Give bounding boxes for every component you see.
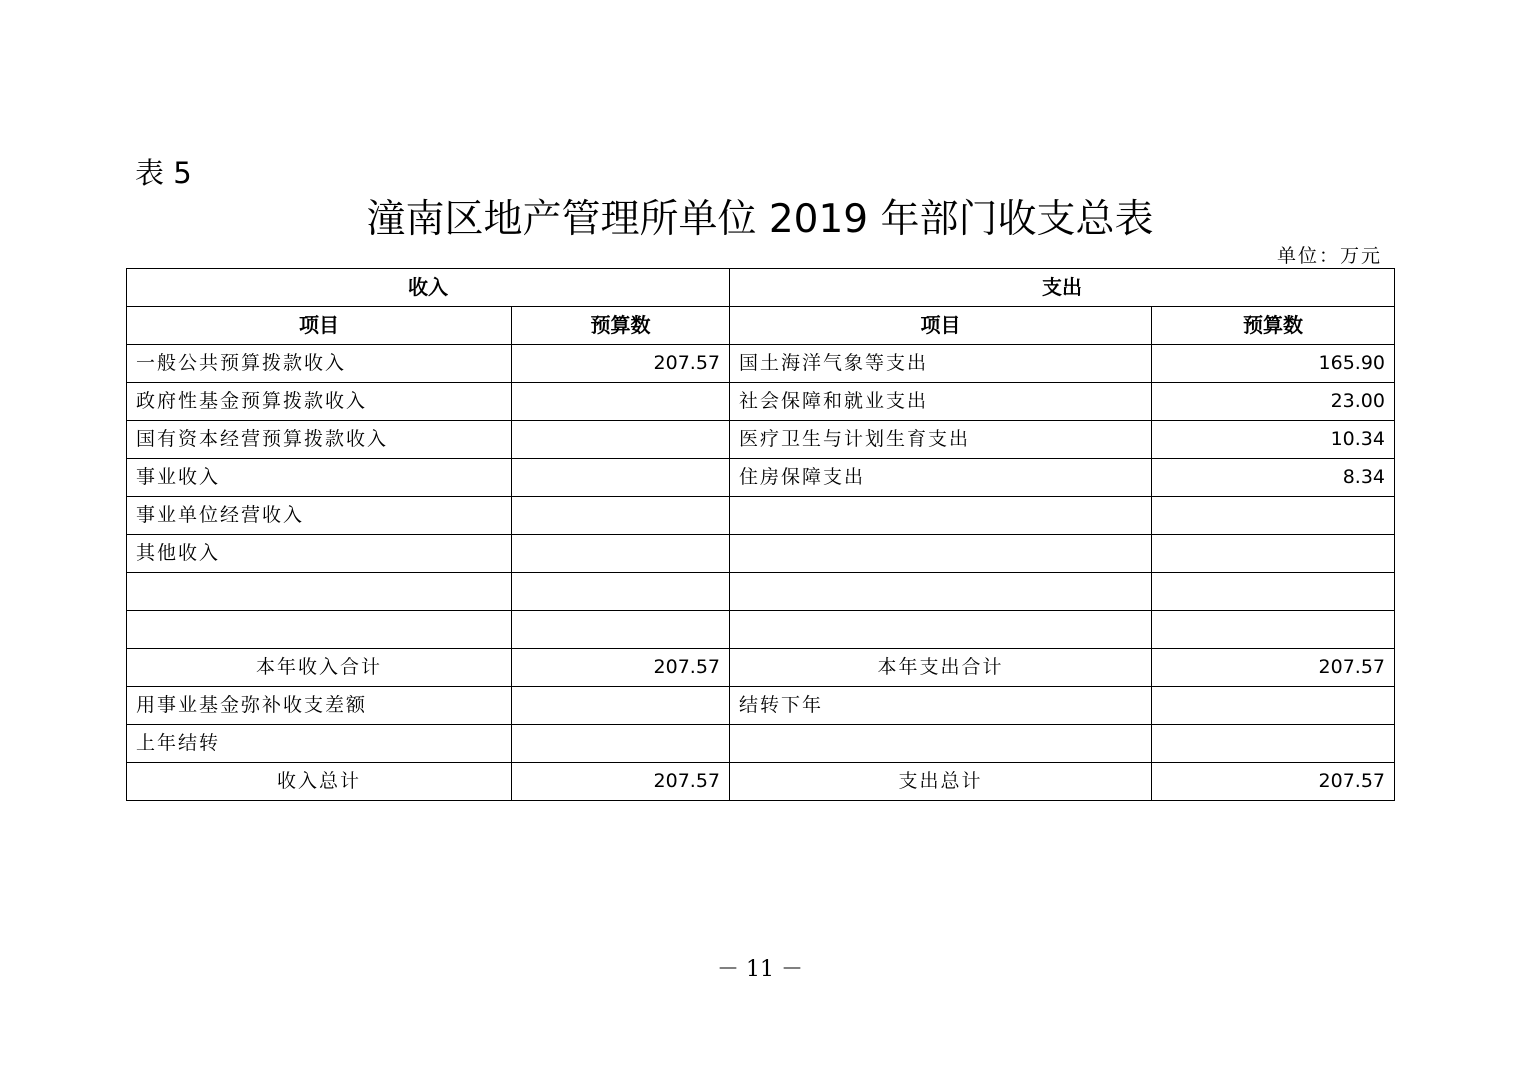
page-number: － 11 －: [717, 957, 803, 982]
income-total-amount: 207.57: [512, 763, 730, 801]
expense-item-column-header: 项目: [730, 307, 1152, 345]
income-item: 事业单位经营收入: [127, 497, 512, 535]
income-subtotal-amount: 207.57: [512, 649, 730, 687]
table-row: [127, 497, 1395, 535]
income-item-column-header: 项目: [127, 307, 512, 345]
expense-amount: 8.34: [1152, 459, 1395, 497]
adjustment-row: [127, 725, 1395, 763]
table-row: [127, 573, 1395, 611]
income-amount: [512, 611, 730, 649]
table-row: [127, 459, 1395, 497]
budget-table: [126, 268, 1395, 801]
table-row: [127, 421, 1395, 459]
income-item: 其他收入: [127, 535, 512, 573]
expense-amount: [1152, 535, 1395, 573]
income-amount: [512, 421, 730, 459]
income-amount: 207.57: [512, 345, 730, 383]
expense-item: [730, 725, 1152, 763]
table-row: [127, 611, 1395, 649]
expense-total-amount: 207.57: [1152, 763, 1395, 801]
unit-note: 单位：万元: [1276, 245, 1382, 267]
income-subtotal-label: 本年收入合计: [127, 649, 512, 687]
expense-item: 结转下年: [730, 687, 1152, 725]
expense-item: 医疗卫生与计划生育支出: [730, 421, 1152, 459]
expense-item: [730, 573, 1152, 611]
income-amount: [512, 459, 730, 497]
income-amount: [512, 687, 730, 725]
expense-amount: [1152, 573, 1395, 611]
table-row: [127, 383, 1395, 421]
income-section-header: 收入: [127, 269, 730, 307]
expense-amount: [1152, 687, 1395, 725]
income-item: 用事业基金弥补收支差额: [127, 687, 512, 725]
income-item: 一般公共预算拨款收入: [127, 345, 512, 383]
income-total-label: 收入总计: [127, 763, 512, 801]
income-item: [127, 573, 512, 611]
table-label: 表 5: [135, 156, 192, 190]
expense-item: 住房保障支出: [730, 459, 1152, 497]
income-amount: [512, 383, 730, 421]
income-amount: [512, 725, 730, 763]
income-amount: [512, 497, 730, 535]
total-row: [127, 763, 1395, 801]
expense-subtotal-amount: 207.57: [1152, 649, 1395, 687]
expense-amount-column-header: 预算数: [1152, 307, 1395, 345]
income-item: 国有资本经营预算拨款收入: [127, 421, 512, 459]
expense-item: [730, 497, 1152, 535]
table-row: [127, 535, 1395, 573]
income-item: [127, 611, 512, 649]
expense-amount: 23.00: [1152, 383, 1395, 421]
table-row: [127, 345, 1395, 383]
income-item: 事业收入: [127, 459, 512, 497]
column-header-row: [127, 307, 1395, 345]
adjustment-row: [127, 687, 1395, 725]
expense-item: 国土海洋气象等支出: [730, 345, 1152, 383]
income-amount: [512, 535, 730, 573]
section-header-row: [127, 269, 1395, 307]
income-amount-column-header: 预算数: [512, 307, 730, 345]
expense-amount: 10.34: [1152, 421, 1395, 459]
expense-total-label: 支出总计: [730, 763, 1152, 801]
expense-item: [730, 611, 1152, 649]
expense-amount: 165.90: [1152, 345, 1395, 383]
expense-item: 社会保障和就业支出: [730, 383, 1152, 421]
income-item: 政府性基金预算拨款收入: [127, 383, 512, 421]
expense-amount: [1152, 611, 1395, 649]
subtotal-row: [127, 649, 1395, 687]
expense-subtotal-label: 本年支出合计: [730, 649, 1152, 687]
page-title: 潼南区地产管理所单位 2019 年部门收支总表: [366, 197, 1154, 242]
income-item: 上年结转: [127, 725, 512, 763]
expense-section-header: 支出: [730, 269, 1395, 307]
expense-amount: [1152, 497, 1395, 535]
income-amount: [512, 573, 730, 611]
expense-amount: [1152, 725, 1395, 763]
expense-item: [730, 535, 1152, 573]
